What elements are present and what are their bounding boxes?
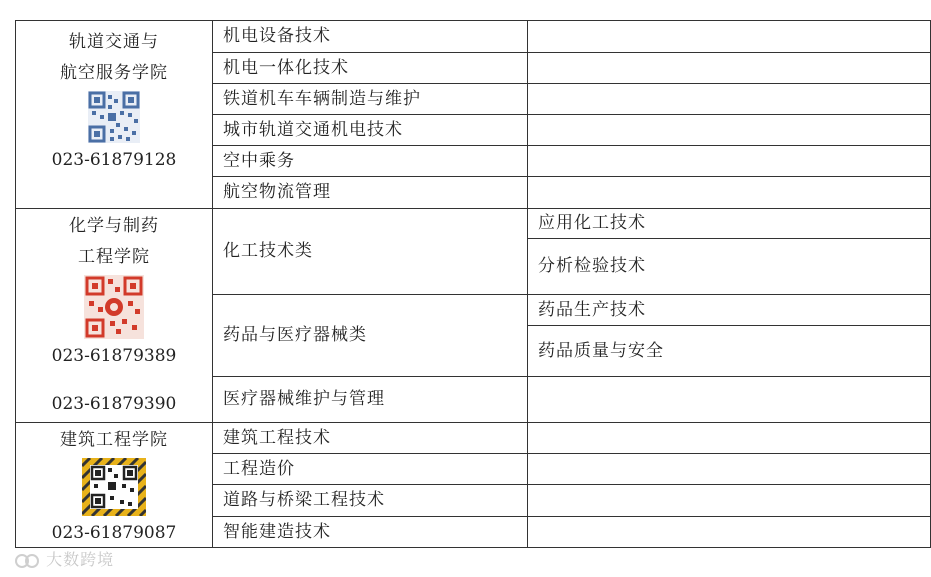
table-row (16, 209, 931, 239)
table-row (16, 423, 931, 454)
sub-major-cell (528, 485, 931, 517)
major-cell: 医疗器械维护与管理 (213, 377, 528, 423)
sub-major-cell (528, 454, 931, 485)
college-cell (16, 21, 213, 209)
sub-major-cell (528, 177, 931, 209)
college-phone: 023-61879087 (51, 523, 177, 543)
watermark-logo-icon (14, 552, 40, 570)
major-cell: 化工技术类 (213, 209, 528, 295)
major-cell: 机电设备技术 (213, 21, 528, 53)
watermark (14, 547, 114, 570)
college-phone: 023-61879389 (51, 346, 177, 366)
college-cell (16, 209, 213, 423)
sub-major-cell (528, 146, 931, 177)
college-phone: 023-61879128 (51, 150, 177, 170)
major-cell: 铁道机车车辆制造与维护 (213, 84, 528, 115)
major-cell: 机电一体化技术 (213, 53, 528, 84)
qr-code-red-icon (84, 275, 144, 339)
major-cell: 空中乘务 (213, 146, 528, 177)
sub-major-cell (528, 21, 931, 53)
qr-code-blue-icon (88, 91, 140, 143)
table-row (16, 21, 931, 53)
major-cell: 城市轨道交通机电技术 (213, 115, 528, 146)
sub-major-cell (528, 377, 931, 423)
major-cell: 建筑工程技术 (213, 423, 528, 454)
sub-major-cell (528, 423, 931, 454)
major-cell: 航空物流管理 (213, 177, 528, 209)
watermark-text: 大数跨境 (46, 550, 115, 569)
major-cell: 药品与医疗器械类 (213, 295, 528, 377)
college-name-line: 化学与制药 (69, 216, 159, 236)
sub-major-cell: 药品生产技术 (528, 295, 931, 326)
college-cell (16, 423, 213, 548)
sub-major-cell: 药品质量与安全 (528, 326, 931, 377)
college-name-line: 工程学院 (78, 247, 150, 267)
college-name-line: 航空服务学院 (60, 63, 168, 83)
sub-major-cell: 分析检验技术 (528, 239, 931, 295)
sub-major-cell (528, 53, 931, 84)
major-cell: 工程造价 (213, 454, 528, 485)
college-phone: 023-61879390 (51, 394, 177, 414)
sub-major-cell (528, 84, 931, 115)
college-name-line: 建筑工程学院 (60, 430, 168, 450)
major-cell: 道路与桥梁工程技术 (213, 485, 528, 517)
sub-major-cell (528, 517, 931, 548)
majors-table (15, 20, 931, 548)
college-name-line: 轨道交通与 (69, 32, 159, 52)
sub-major-cell: 应用化工技术 (528, 209, 931, 239)
major-cell: 智能建造技术 (213, 517, 528, 548)
sub-major-cell (528, 115, 931, 146)
qr-code-yellow-icon (82, 458, 146, 516)
